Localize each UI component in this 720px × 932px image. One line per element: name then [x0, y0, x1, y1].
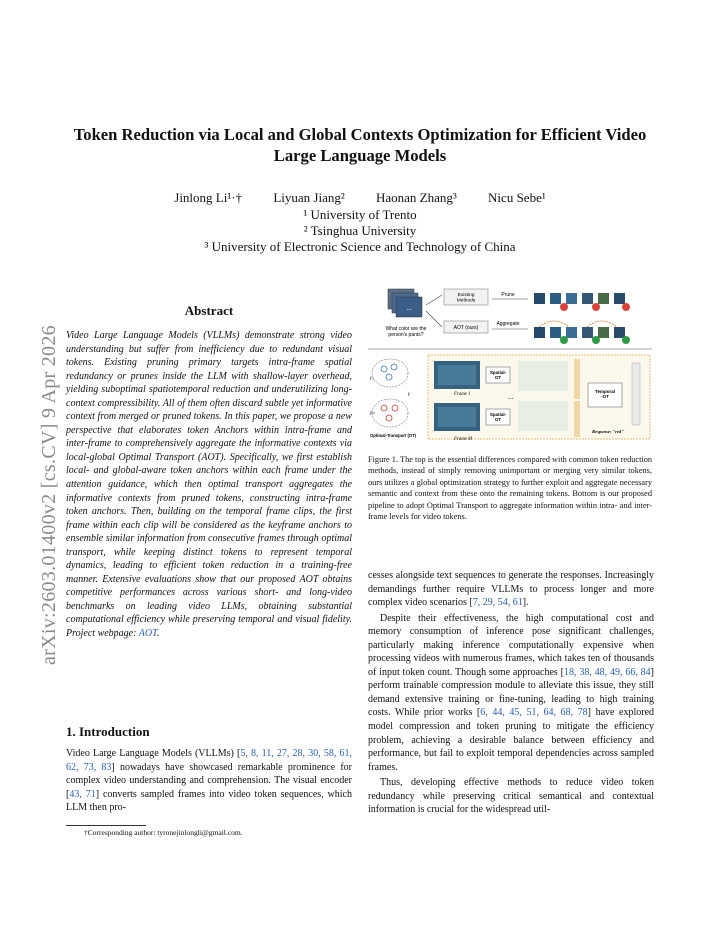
prune-label: Prune	[501, 292, 515, 298]
footnote-rule	[66, 825, 146, 826]
abstract-text: Video Large Language Models (VLLMs) demonstrate strong video understanding but suffer from inefficiency due to redundant visual tokens. Existing pruning primary targets intra-frame spatial redundancy or prunes inside the LLM with shallow-layer overhead, yielding suboptimal spatiotemporal reduction and underutilizing long-context compressibility. All of them often discard subtle yet informative context from merged or pruned tokens. In this paper, we propose a new perspective that elaborates token Anchors within intra-frame and inter-frame to comprehensively aggregate the informative contexts via local-global Optimal Transport (AOT). Specifically, we first establish local- and global-aware token anchors within each frame under the attention guidance, which then optimal transport aggregates the informative contexts from pruned tokens, constructing intra-frame token anchors. Then, building on the temporal frame clips, the first frame within each clip will be considered as the keyframe anchors to ensemble similar information from consecutive frames through optimal transport, while keeping distinct tokens to represent temporal dynamics, leading to efficient token reduction in a training-free manner. Extensive evaluations show that our proposed AOT obtains competitive performances across various short- and long-video benchmarks on leading video LLMs, obtaining substantial computational efficiency while preserving temporal and visual fidelity. Project webpage:	[66, 330, 352, 640]
paragraph-text: ].	[522, 597, 529, 609]
author: Haonan Zhang³	[376, 190, 457, 205]
affiliation: ² Tsinghua University	[303, 223, 417, 238]
frame-m-label: Frame M	[454, 437, 472, 442]
affiliation: ¹ University of Trento	[303, 207, 417, 222]
section-heading: 1. Introduction	[66, 724, 150, 739]
citation-link[interactable]: 7, 29, 54, 61	[472, 597, 523, 609]
citation-link[interactable]: 43, 71	[69, 788, 96, 800]
paragraph	[368, 569, 654, 610]
paragraph-text: cesses alongside text sequences to generate the responses. Increasingly demandings further require VLLMs to process longer and more complex video scenarios [	[368, 570, 654, 609]
aggregated-token-row	[534, 321, 630, 344]
gamma-label: γ	[408, 392, 410, 397]
query-text: What color are the person's pants?	[385, 326, 427, 338]
intro-text: Video Large Language Models (VLLMs) [	[66, 748, 241, 759]
aot-label: AOT (ours)	[453, 325, 479, 331]
figure-1	[368, 283, 652, 443]
spatial-ot-label: Spatial-OT	[489, 370, 507, 380]
intro-text: ] converts sampled frames into video token sequences, which LLM then pro-	[66, 788, 352, 814]
ot-illustration	[370, 359, 417, 438]
author: Liyuan Jiang²	[273, 190, 345, 205]
abstract-body: Video Large Language Models (VLLMs) demonstrate strong video understanding but suffer from inefficiency due to redundant visual tokens. Existing pruning primary targets intra-frame spatial redundancy or prunes inside the LLM with shallow-layer overhead, yielding suboptimal spatiotemporal reduction and underutilizing long-context compressibility. All of them often discard subtle yet informative context from merged or pruned tokens. In this paper, we propose a new perspective that elaborates token Anchors within intra-frame and inter-frame to comprehensively aggregate the informative contexts via local-global Optimal Transport (AOT). Specifically, we first establish local- and global-aware token anchors within each frame under the attention guidance, which then optimal transport aggregates the informative contexts from pruned tokens, constructing intra-frame token anchors. Then, building on the temporal frame clips, the first frame within each clip will be considered as the keyframe anchors to ensemble similar information from consecutive frames through optimal transport, while keeping distinct tokens to represent temporal dynamics, leading to efficient token reduction in a training-free manner. Extensive evaluations show that our proposed AOT obtains competitive performances across various short- and long-video benchmarks on leading video LLMs, obtaining substantial computational efficiency while preserving temporal and visual fidelity. Project webpage: AOT.	[66, 330, 352, 640]
ellipsis-label: ...	[508, 393, 514, 401]
gamma-1-label: γ₁	[370, 376, 374, 381]
existing-methods-label: Existing Methods	[456, 293, 476, 304]
paragraph-text: Thus, developing effective methods to reduce video token redundancy while preserving critical semantical and contextual information is crucial for the widespread util-	[368, 777, 654, 816]
paragraph-text: ] have explored model compression and token pruning to mitigate the efficiency problem, achieving a desirable balance between efficiency and performance, but fail to exploit temporal dependencies across sampled frames.	[368, 707, 655, 773]
figure-caption: Figure 1. The top is the essential differences compared with common token reduction methods, instead of simply removing unimportant or merging very similar tokens, ours utilizes a global optimization strategy to further exploit and aggregate necessary semantic and context from these onto the remaining tokens. Bottom is our proposed pipeline to adopt Optimal Transport to aggregate information within intra- and inter-frame levels for video tokens.	[368, 455, 652, 522]
paragraph	[368, 776, 654, 817]
aggregate-label: Aggregate	[496, 321, 520, 327]
paragraph-text: ] perform trainable compression module to alleviate this issue, they still demand extensive training or fine-tuning, leading to high training costs. While prior works [	[368, 666, 655, 719]
response-label: Response: "red"	[592, 429, 624, 434]
paragraph	[368, 612, 654, 775]
paragraph-text: Despite their effectiveness, the high computational cost and memory consumption of inference pose significant challenges, particularly making inference computationally expensive when processing videos with numerous frames, which takes ten of thousands of input token count. Though some approaches [	[368, 612, 654, 678]
intro-text: ] nowadays have showcased remarkable prominence for complex video understanding and comprehension. The visual encoder [	[66, 761, 353, 800]
token-grid	[518, 401, 568, 431]
figure-1-diagram	[368, 283, 652, 443]
check-mark-icon	[560, 336, 568, 344]
citation-link[interactable]: 18, 38, 48, 49, 66, 84	[564, 666, 651, 678]
author: Jinlong Li¹·†	[174, 190, 243, 205]
x-mark-icon	[592, 303, 600, 311]
check-mark-icon	[592, 336, 600, 344]
gamma-m-label: γₘ	[370, 411, 376, 416]
ellipsis-label: ...	[406, 304, 412, 312]
abstract-heading: Abstract	[184, 303, 234, 318]
right-column-text	[368, 569, 654, 817]
arxiv-sidebar	[20, 275, 60, 665]
intro-paragraph	[66, 747, 352, 815]
author: Nicu Sebe¹	[488, 190, 546, 205]
arxiv-identifier: arXiv:2603.01400v2 [cs.CV] 9 Apr 2026	[38, 325, 60, 665]
spatial-ot-label: Spatial-OT	[489, 412, 507, 422]
frame-1-label: Frame 1	[454, 392, 471, 397]
x-mark-icon	[622, 303, 630, 311]
video-frames-stack	[388, 289, 422, 317]
token-grid	[518, 361, 568, 391]
author-list	[60, 190, 660, 206]
affiliation: ³ University of Electronic Science and Technology of China	[204, 239, 516, 254]
project-link[interactable]: AOT	[138, 628, 157, 640]
check-mark-icon	[622, 336, 630, 344]
footnote: †Corresponding author: tyronejinlongli@gmail.com.	[84, 828, 243, 837]
pruned-token-row	[534, 293, 630, 311]
temporal-ot-label: Temporal -OT	[595, 389, 615, 399]
optimal-transport-label: Optimal-Transport (OT)	[370, 433, 417, 438]
citation-link[interactable]: 6, 44, 45, 51, 64, 68, 78	[480, 707, 588, 719]
citation-link[interactable]: 5, 8, 11, 27, 28, 30, 58, 61, 62, 73, 83	[66, 748, 352, 773]
x-mark-icon	[560, 303, 568, 311]
paper-title: Token Reduction via Local and Global Contexts Optimization for Efficient Video Large Language Models	[73, 125, 647, 165]
